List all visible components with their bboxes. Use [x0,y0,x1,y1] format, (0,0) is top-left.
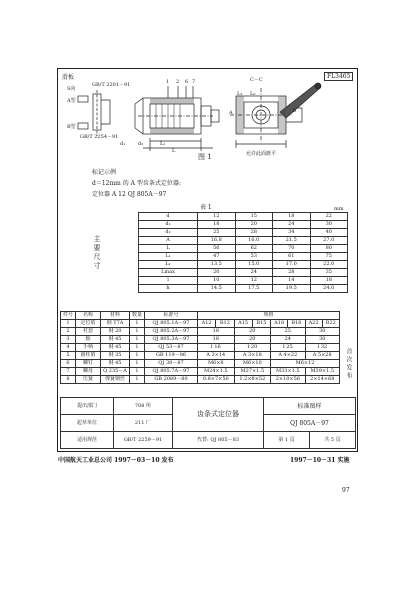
balloon-6: 6 [185,79,189,85]
table1-symbol: d₁ [139,221,198,229]
table1-cell: 22 [310,213,348,221]
parts-cell-qty: 1 [130,352,145,360]
parts-header-cell: 标准号 [145,312,198,320]
parts-header-cell: 件号 [61,312,76,320]
tb-name: 齿条式定位器 [173,398,264,432]
table1-symbol: d₂ [139,229,198,237]
tb-dept-label: 提出部门 [61,398,114,415]
parts-spec-cell: M6×10 [234,360,271,368]
parts-cell-no: 8 [61,376,76,384]
table1-cell: 30 [310,221,348,229]
parts-spec-cell: B22 [322,320,339,328]
dim-l0: L₀ [250,91,256,97]
parts-cell-name: 螺母 [76,368,101,376]
parts-cell-name: 定位销 [76,320,101,328]
table1-cell: 34 [273,229,311,237]
parts-cell-no: 3 [61,336,76,344]
table1-cell: 14.5 [198,285,236,293]
table1-cell: 70 [273,245,311,253]
table1-cell: 24 [235,269,273,277]
example-line-1: d＝12mm 的 A 型齿条式定位器: [92,180,181,187]
tb-replace [173,432,264,449]
table1-title: 表 1 [200,204,212,211]
label-section: C－C [250,77,263,83]
example-heading: 标记示例 [92,169,117,176]
parts-cell-mat: 弹簧钢丝 [101,376,130,384]
parts-cell-name: 轴 [76,336,101,344]
parts-spec-cell: A 3×14 [198,352,235,360]
label-std-top: GB/T 2201－91 [92,82,131,88]
note-grind: 允许此面磨平 [246,151,277,157]
table1-cell: 18 [273,213,311,221]
parts-cell-name: 压簧 [76,376,101,384]
label-s-view: S向 [67,86,76,92]
parts-row [61,320,340,328]
parts-cell-std: QJ 805.3A－97 [145,336,198,344]
parts-spec-cell: 0.8×7×50 [198,376,235,384]
title-block [60,397,356,449]
parts-cell-std: GB 2089－80 [145,376,198,384]
parts-spec-cell: 24 [271,336,305,344]
side-note: 首次发布 [345,348,352,380]
parts-spec-cell: A 3×18 [234,352,271,360]
table1-cell: 17.5 [235,285,273,293]
tb-apply-value: GB/T 2259－91 [114,432,173,449]
table1-symbol: h [139,285,198,293]
parts-spec-cell: B15 [252,320,270,328]
table1-row [139,261,348,269]
label-a-type: A型 [67,98,76,104]
tb-dept-value: 708 所 [114,398,173,415]
table1-row [139,253,348,261]
table1-cell: 16.0 [235,237,273,245]
table1-cell: 10 [198,277,236,285]
table1-cell: 18 [310,277,348,285]
parts-row [61,328,340,336]
parts-row [61,368,340,376]
table1-cell: 25 [198,229,236,237]
table1-symbol: L [139,245,198,253]
parts-spec-cell: 30 [305,328,340,336]
parts-cell-std: QJ 805.7A－97 [145,368,198,376]
header-left-label: 滑板 [62,74,75,81]
parts-spec-cell: M33×1.5 [271,368,305,376]
table1-row [139,229,348,237]
parts-cell-mat: 钢 20 [101,328,130,336]
table1-symbol: L₂ [139,261,198,269]
tb-replace-value: QJ 805－83 [210,436,239,443]
parts-cell-std: QJ 805.2A－97 [145,328,198,336]
footer-publisher: 中国航天工业总公司 1997－03－10 发布 [58,457,174,464]
table1-cell: 20 [235,221,273,229]
table1-cell: 28 [273,269,311,277]
parts-cell-qty: 1 [130,376,145,384]
dim-l: L [172,148,176,154]
parts-spec-cell: I 16 [198,344,235,352]
dim-l1: L₁ [160,141,166,147]
table1-symbol: d [139,213,198,221]
parts-cell-no: 2 [61,328,76,336]
table1-cell: 62 [235,245,273,253]
parts-cell-qty: 1 [130,360,145,368]
dim-l2: L₂ [237,91,243,97]
parts-header-cell: 数量 [130,312,145,320]
parts-spec-cell: M39×1.5 [305,368,340,376]
parts-row [61,360,340,368]
parts-cell-qty: 1 [130,344,145,352]
balloon-7: 7 [192,79,196,85]
table1-cell: 24 [273,221,311,229]
table1-cell: 21.5 [273,237,311,245]
dim-d1: d₁ [120,141,126,147]
parts-spec-cell: A 4×22 [271,352,305,360]
table1-cell: 56 [198,245,236,253]
figure-caption: 图 1 [198,153,212,161]
parts-spec-cell: B12 [216,320,234,328]
footer-effective: 1997－10－31 实施 [290,457,350,464]
parts-cell-no: 4 [61,344,76,352]
parts-header-cell: 规格 [198,312,340,320]
parts-cell-no: 6 [61,360,76,368]
tb-total: 共 5 页 [310,432,356,449]
parts-spec-cell: I 25 [271,344,305,352]
table1-cell: 15 [235,213,273,221]
table1-cell: 14 [273,277,311,285]
table1-row [139,237,348,245]
parts-header-cell: 材料 [101,312,130,320]
table1-cell: 13.5 [198,261,236,269]
dimension-table [138,212,348,293]
parts-cell-no: 1 [61,320,76,328]
table1-cell: 20 [198,269,236,277]
dim-a: A [229,110,233,116]
parts-cell-mat: 钢 35 [101,352,130,360]
parts-cell-name: 圆柱销 [76,352,101,360]
table1-cell: 17.0 [273,261,311,269]
table1-row [139,269,348,277]
parts-cell-mat: 钢 45 [101,344,130,352]
table1-cell: 35 [310,269,348,277]
parts-cell-qty: 1 [130,328,145,336]
table1-cell: 24.0 [310,285,348,293]
parts-row [61,352,340,360]
parts-cell-std: QJ 805.1A－97 [145,320,198,328]
parts-spec-cell: 18 [198,336,235,344]
parts-header-cell: 名称 [76,312,101,320]
parts-cell-mat: 钢 45 [101,336,130,344]
parts-cell-std: QJ 38－87 [145,360,198,368]
label-std-left: GB/T 2254－91 [80,134,119,140]
tb-type: 标准图样 [264,398,356,415]
parts-row [61,376,340,384]
parts-spec-cell: B18 [288,320,305,328]
parts-cell-mat: 钢 45 [101,360,130,368]
table1-cell: 80 [310,245,348,253]
drawing-code: FL3465 [324,72,353,81]
parts-cell-qty: 1 [130,320,145,328]
table1-cell: 47 [198,253,236,261]
table1-row [139,245,348,253]
table1-cell: 28 [235,229,273,237]
tb-drafter-value: 211 厂 [114,415,173,432]
parts-cell-name: 手柄 [76,344,101,352]
parts-spec-cell: A18 [271,320,288,328]
table1-row [139,285,348,293]
parts-spec-cell: A12 [198,320,216,328]
table1-cell: 16.8 [198,237,236,245]
parts-row [61,344,340,352]
table1-unit: mm [334,206,344,212]
parts-cell-std: GB 119－86 [145,352,198,360]
parts-spec-cell: M24×1.5 [198,368,235,376]
table1-row [139,213,348,221]
parts-cell-mat: Q 235－A [101,368,130,376]
table1-cell: 40 [310,229,348,237]
locator-figure [58,78,356,163]
parts-spec-cell: 20 [234,336,271,344]
parts-spec-cell: 1.2×8×52 [234,376,271,384]
parts-spec-cell: M27×1.5 [234,368,271,376]
table1-row [139,277,348,285]
parts-cell-std: QJ 53－87 [145,344,198,352]
parts-spec-cell: 2×10×56 [271,376,305,384]
tb-drafter-label: 起草单位 [61,415,114,432]
parts-spec-cell: A22 [305,320,322,328]
parts-spec-cell: 30 [305,336,340,344]
parts-table [60,311,340,384]
page-number: 97 [342,487,350,494]
table1-cell: 75 [310,253,348,261]
parts-spec-cell: 20 [234,328,271,336]
parts-spec-cell: A15 [234,320,252,328]
table1-symbol: l [139,277,198,285]
parts-cell-no: 7 [61,368,76,376]
table1-group-label: 主要尺寸 [93,235,101,271]
balloon-1: 1 [166,79,170,85]
parts-spec-cell: 25 [271,328,305,336]
table1-cell: 18 [198,221,236,229]
parts-cell-name: 螺钉 [76,360,101,368]
tb-number: QJ 805A－97 [264,415,356,432]
parts-spec-cell: M6×8 [198,360,235,368]
table1-row [139,221,348,229]
parts-row [61,336,340,344]
table1-symbol: L₁ [139,253,198,261]
parts-cell-mat: 钢 T7A [101,320,130,328]
table1-cell: 61 [273,253,311,261]
parts-spec-cell: A 5×28 [305,352,340,360]
balloon-2: 2 [176,79,180,85]
parts-spec-cell: M6×12 [271,360,340,368]
parts-cell-qty: 1 [130,368,145,376]
label-b-type: B型 [67,124,76,130]
parts-spec-cell: 18 [198,328,235,336]
parts-spec-cell: I 20 [234,344,271,352]
table1-cell: 22.0 [310,261,348,269]
parts-cell-name: 衬套 [76,328,101,336]
table1-symbol: A [139,237,198,245]
table1-cell: 12 [235,277,273,285]
example-line-2: 定位器 A 12 QJ 805A－97 [92,191,167,198]
tb-replace-label: 代替: [197,436,209,443]
tb-page: 第 1 页 [264,432,310,449]
parts-spec-cell: 2×14×68 [305,376,340,384]
dim-b: b [293,108,297,114]
table1-cell: 15.0 [235,261,273,269]
tb-apply-label: 适用规范 [61,432,114,449]
parts-cell-no: 5 [61,352,76,360]
table1-cell: 53 [235,253,273,261]
table1-symbol: Lmax [139,269,198,277]
dim-d2: d₂ [138,141,144,147]
parts-header-row [61,312,340,320]
table1-cell: 27.0 [310,237,348,245]
parts-spec-cell: I 32 [305,344,340,352]
table1-cell: 12 [198,213,236,221]
parts-cell-qty: 1 [130,336,145,344]
table1-cell: 19.5 [273,285,311,293]
